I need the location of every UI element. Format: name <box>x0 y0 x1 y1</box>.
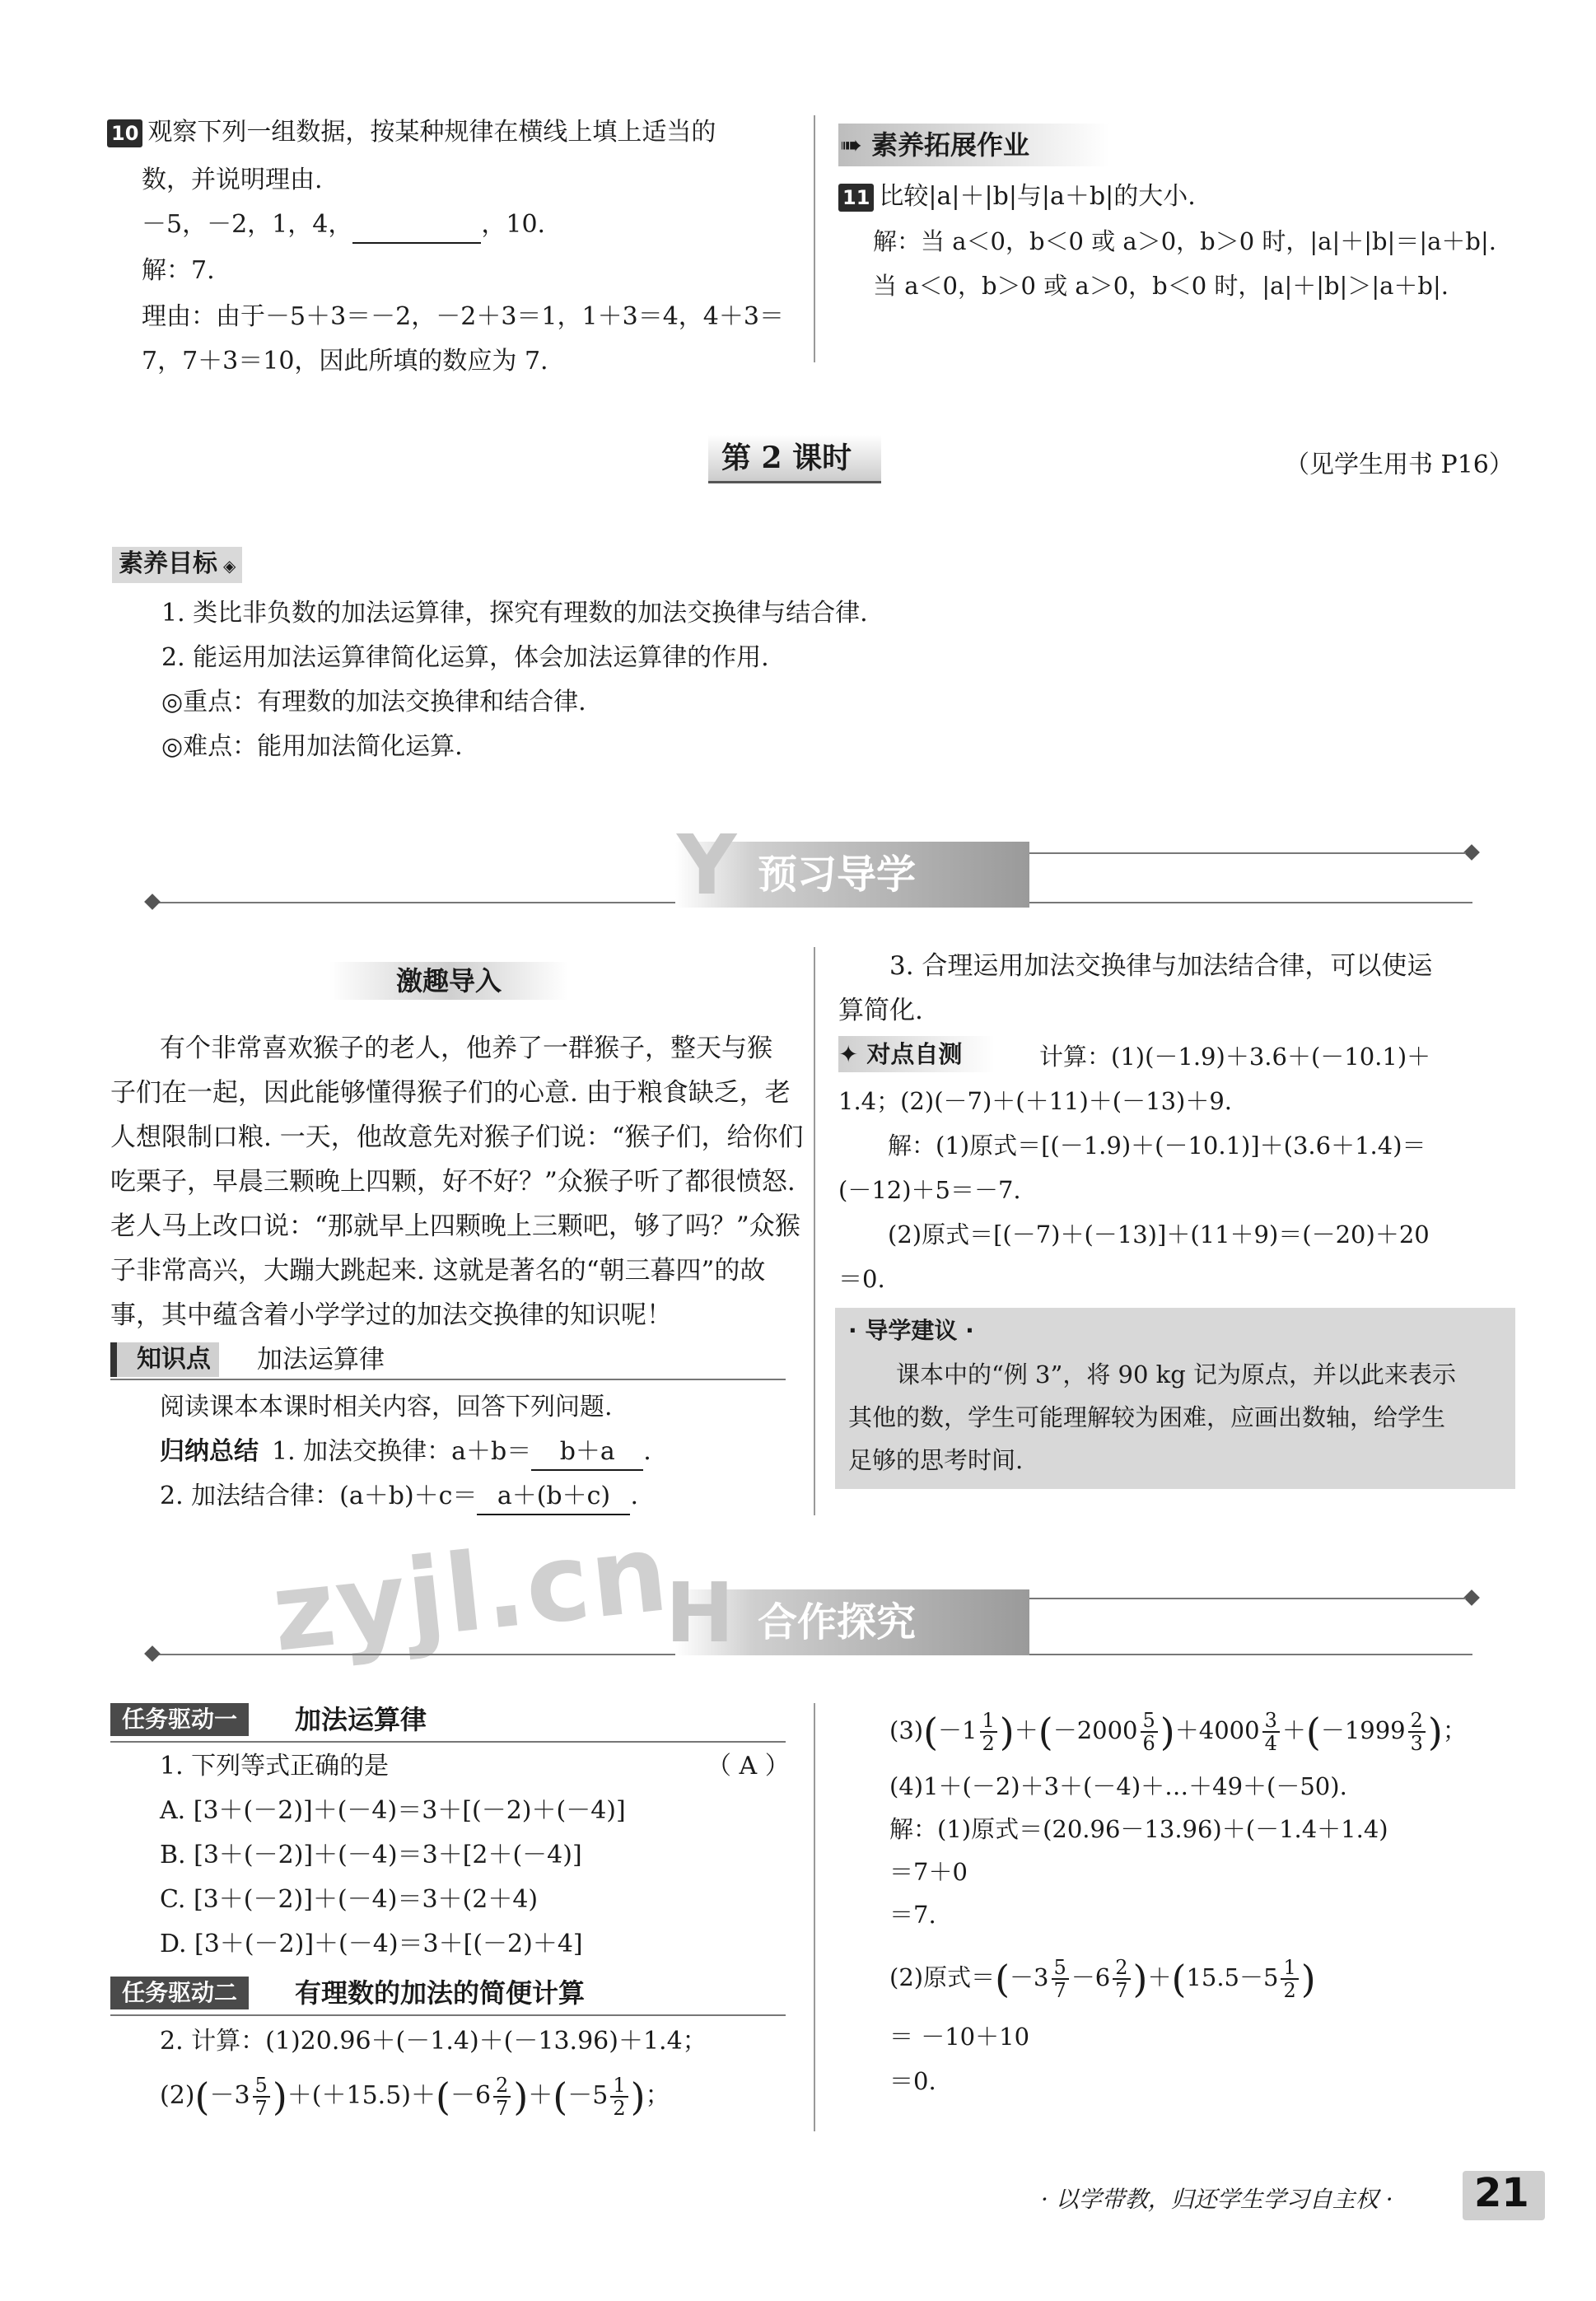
question-text: 比较|a|＋|b|与|a＋b|的大小. <box>879 182 1196 211</box>
advice-header: · 导学建议 · <box>848 1317 974 1344</box>
law-2-text: 2. 加法结合律：(a＋b)＋c＝ <box>160 1482 478 1510</box>
reason-line1: 理由：由于－5＋3＝－2，－2＋3＝1，1＋3＝4，4＋3＝ <box>142 302 784 331</box>
expr-part: (2) <box>160 2081 195 2110</box>
denominator: 7 <box>1115 1979 1128 2002</box>
expr-part: －2000 <box>1052 1716 1138 1744</box>
numerator: 2 <box>1408 1710 1426 1733</box>
intro-p7: 事，其中蕴含着小学学过的加法交换律的知识呢！ <box>110 1300 672 1330</box>
option-b: B. [3＋(－2)]＋(－4)＝3＋[2＋(－4)] <box>160 1841 582 1869</box>
solution-1-step3: ＝7. <box>889 1901 936 1929</box>
expr-part: ＋ <box>1281 1716 1306 1744</box>
denominator: 2 <box>1283 1979 1296 2002</box>
question-number-badge: 11 <box>838 184 874 212</box>
tip-3-line2: 算简化. <box>838 996 923 1025</box>
knowledge-tag: 知识点 <box>110 1342 219 1377</box>
intro-p6: 子非常高兴，大蹦大跳起来. 这就是著名的“朝三暮四”的故 <box>110 1256 766 1286</box>
intro-header: 激趣导入 <box>329 962 568 1000</box>
fraction <box>1262 1710 1280 1754</box>
paren: ) <box>1300 1957 1316 2001</box>
numerator: 1 <box>1281 1957 1298 1980</box>
self-test-sol2: (－12)＋5＝－7. <box>838 1176 1021 1204</box>
numerator: 1 <box>610 2075 628 2098</box>
paren: ) <box>1132 1957 1148 2001</box>
period: . <box>630 1482 639 1510</box>
expr-part: ； <box>1442 1716 1467 1744</box>
task-2-q2 <box>160 2067 670 2125</box>
law-1-answer: b＋a <box>531 1435 643 1471</box>
expr-part: －1 <box>938 1716 978 1744</box>
expr-part: －3 <box>209 2081 250 2110</box>
question-11 <box>838 180 1196 214</box>
question-10-line1 <box>107 115 716 150</box>
advice-line1: 课本中的“例 3”，将 90 kg 记为原点，并以此来表示 <box>896 1361 1457 1389</box>
knowledge-read: 阅读课本本课时相关内容，回答下列问题. <box>160 1393 613 1421</box>
paren: ( <box>1171 1957 1187 2001</box>
paren: ( <box>1038 1710 1053 1754</box>
law-2-answer: a＋(b＋c) <box>477 1479 630 1515</box>
cooperation-banner-title: 合作探究 <box>758 1599 917 1645</box>
task-1-answer: （ A ） <box>707 1752 790 1781</box>
banner-diamond <box>1463 1589 1480 1606</box>
intro-p2: 子们在一起，因此能够懂得猴子们的心意. 由于粮食缺乏，老 <box>110 1078 791 1108</box>
expr-part: －1999 <box>1320 1716 1406 1744</box>
sequence-before: －5，－2，1，4， <box>142 210 353 239</box>
task-2-q4: (4)1＋(－2)＋3＋(－4)＋…＋49＋(－50). <box>889 1772 1347 1800</box>
task-2-q3 <box>889 1701 1467 1759</box>
task-1-tag: 任务驱动一 <box>110 1703 249 1736</box>
fraction <box>1052 1957 1069 2001</box>
star-icon: ✦ <box>838 1040 859 1068</box>
diamond-icon: ◈ <box>217 556 236 576</box>
denominator: 7 <box>254 2097 268 2120</box>
expr-part: ＋4000 <box>1174 1716 1260 1744</box>
reason-line2: 7，7＋3＝10，因此所填的数应为 7. <box>142 347 548 376</box>
key-point: ◎重点：有理数的加法交换律和结合律. <box>161 688 586 716</box>
solution-1-step2: ＝7＋0 <box>889 1858 968 1886</box>
paren: ) <box>999 1710 1015 1754</box>
fraction <box>1281 1957 1298 2001</box>
question-number-badge: 10 <box>107 119 142 147</box>
goal-2: 2. 能运用加法运算律简化运算，体会加法运算律的作用. <box>161 643 769 672</box>
question-10-line2: 数，并说明理由. <box>142 166 323 194</box>
intro-p1: 有个非常喜欢猴子的老人，他养了一群猴子，整天与猴 <box>160 1034 772 1063</box>
numerator: 5 <box>1141 1710 1158 1733</box>
task-2-title: 有理数的加法的简便计算 <box>295 1977 586 2009</box>
self-test-tag <box>838 1036 995 1072</box>
denominator: 2 <box>982 1732 995 1755</box>
fraction <box>253 2075 270 2119</box>
solution-1: 解：(1)原式＝(20.96－13.96)＋(－1.4＋1.4) <box>889 1815 1388 1843</box>
self-test-calc2: 1.4；(2)(－7)＋(＋11)＋(－13)＋9. <box>838 1087 1233 1115</box>
task-2-q1: 2. 计算：(1)20.96＋(－1.4)＋(－13.96)＋1.4； <box>160 2027 707 2056</box>
intro-p4: 吃栗子，早晨三颗晚上四颗，好不好？”众猴子听了都很愤怒. <box>110 1167 796 1197</box>
arrow-icon: ➠ <box>840 129 862 161</box>
law-1 <box>160 1435 651 1471</box>
numerator: 2 <box>1113 1957 1130 1980</box>
paren: ) <box>1427 1710 1443 1754</box>
expr-part: ； <box>645 2081 670 2110</box>
paren: ) <box>1160 1710 1175 1754</box>
page-number: 21 <box>1474 2170 1529 2216</box>
numerator: 5 <box>1052 1957 1069 1980</box>
expr-part: －6 <box>450 2081 492 2110</box>
answer-11-line1: 解：当 a＜0，b＜0 或 a＞0，b＞0 时，|a|＋|b|＝|a＋b|. <box>873 227 1496 255</box>
fraction <box>980 1710 997 1754</box>
law-2 <box>160 1479 638 1515</box>
denominator: 4 <box>1264 1732 1277 1755</box>
self-test-sol4: ＝0. <box>838 1265 885 1293</box>
fraction <box>610 2075 628 2119</box>
numerator: 3 <box>1262 1710 1280 1733</box>
question-text: 观察下列一组数据，按某种规律在横线上填上适当的 <box>147 118 716 147</box>
banner-diamond <box>144 894 161 910</box>
expr-part: －5 <box>567 2081 609 2110</box>
tip-3-line1: 3. 合理运用加法交换律与加法结合律，可以使运 <box>889 951 1433 981</box>
task-1-question: 1. 下列等式正确的是 <box>160 1752 390 1781</box>
intro-p5: 老人马上改口说：“那就早上四颗晚上三颗吧，够了吗？”众猴 <box>110 1211 800 1241</box>
column-divider <box>814 1703 815 2131</box>
advice-line3: 足够的思考时间. <box>848 1446 1024 1474</box>
goal-1: 1. 类比非负数的加法运算律，探究有理数的加法交换律与结合律. <box>161 599 868 628</box>
law-1-text: 1. 加法交换律：a＋b＝ <box>272 1437 532 1466</box>
numerator: 5 <box>253 2075 270 2098</box>
option-a: A. [3＋(－2)]＋(－4)＝3＋[(－2)＋(－4)] <box>160 1796 626 1825</box>
paren: ( <box>995 1957 1010 2001</box>
difficult-point: ◎难点：能用加法简化运算. <box>161 732 463 761</box>
intro-p3: 人想限制口粮. 一天，他故意先对猴子们说：“猴子们，给你们 <box>110 1122 804 1152</box>
sequence-line <box>142 208 545 244</box>
task-2-tag: 任务驱动二 <box>110 1977 249 2009</box>
expr-part: ＋ <box>1014 1716 1038 1744</box>
banner-diamond <box>1463 844 1480 861</box>
fraction <box>493 2075 511 2119</box>
goals-header <box>112 547 242 583</box>
paren: ( <box>553 2075 568 2119</box>
numerator: 1 <box>980 1710 997 1733</box>
expr-part: ＋(＋15.5)＋ <box>287 2081 436 2110</box>
paren: ( <box>436 2075 450 2119</box>
student-book-ref: （见学生用书 P16） <box>1285 450 1514 479</box>
fraction <box>1141 1710 1158 1754</box>
paren: ( <box>194 2075 210 2119</box>
banner-line <box>1029 852 1466 854</box>
answer-10: 解：7. <box>142 256 215 285</box>
column-divider <box>814 115 815 362</box>
expr-part: ＋ <box>1147 1963 1172 1991</box>
answer-11-line2: 当 a＜0，b＞0 或 a＞0，b＜0 时，|a|＋|b|＞|a＋b|. <box>873 272 1449 300</box>
fraction <box>1113 1957 1130 2001</box>
watermark-logo: zyjl.cn <box>266 1510 675 1676</box>
sequence-after: ，10. <box>481 210 546 239</box>
solution-2-step2: ＝ －10＋10 <box>889 2023 1030 2051</box>
numerator: 2 <box>493 2075 511 2098</box>
goals-header-text: 素养目标 <box>119 549 217 578</box>
advice-line2: 其他的数，学生可能理解较为困难，应画出数轴，给学生 <box>848 1403 1446 1431</box>
denominator: 7 <box>1053 1979 1066 2002</box>
expr-part: (3) <box>889 1716 924 1744</box>
self-test-sol1: 解：(1)原式＝[(－1.9)＋(－10.1)]＋(3.6＋1.4)＝ <box>888 1132 1426 1160</box>
option-d: D. [3＋(－2)]＋(－4)＝3＋[(－2)＋4] <box>160 1930 583 1958</box>
fraction <box>1408 1710 1426 1754</box>
denominator: 7 <box>496 2097 509 2120</box>
paren: ( <box>923 1710 939 1754</box>
preview-banner-title: 预习导学 <box>758 852 917 898</box>
paren: ) <box>630 2075 646 2119</box>
footer-motto: · 以学带教，归还学生学习自主权 · <box>1041 2186 1393 2213</box>
denominator: 2 <box>613 2097 626 2120</box>
expr-part: (2)原式＝ <box>889 1963 996 1991</box>
extension-header <box>840 125 1029 165</box>
knowledge-title: 加法运算律 <box>257 1345 385 1375</box>
banner-letter: Y <box>677 817 737 913</box>
self-test-tag-text: 对点自测 <box>866 1040 963 1068</box>
paren: ) <box>513 2075 529 2119</box>
banner-diamond <box>144 1645 161 1662</box>
banner-letter: H <box>665 1565 735 1661</box>
banner-line <box>1029 1598 1466 1599</box>
sequence-blank <box>352 208 481 244</box>
paren: ( <box>1305 1710 1321 1754</box>
expr-part: －3 <box>1010 1963 1049 1991</box>
self-test-calc1: 计算：(1)(－1.9)＋3.6＋(－10.1)＋ <box>1039 1043 1431 1071</box>
denominator: 3 <box>1410 1732 1423 1755</box>
period: . <box>643 1437 651 1466</box>
expr-part: 15.5－5 <box>1186 1963 1279 1991</box>
task-1-title: 加法运算律 <box>295 1704 427 1735</box>
expr-part: ＋ <box>528 2081 553 2110</box>
solution-2 <box>889 1949 1316 2006</box>
lesson-title: 第 2 课时 <box>721 441 852 475</box>
expr-part: －6 <box>1071 1963 1111 1991</box>
extension-header-title: 素养拓展作业 <box>870 129 1029 161</box>
summary-tag: 归纳总结 <box>160 1437 259 1466</box>
paren: ) <box>272 2075 287 2119</box>
column-divider <box>814 947 815 1515</box>
denominator: 6 <box>1142 1732 1155 1755</box>
solution-2-step3: ＝0. <box>889 2067 936 2095</box>
self-test-sol3: (2)原式＝[(－7)＋(－13)]＋(11＋9)＝(－20)＋20 <box>888 1221 1430 1249</box>
option-c: C. [3＋(－2)]＋(－4)＝3＋(2＋4) <box>160 1885 539 1914</box>
